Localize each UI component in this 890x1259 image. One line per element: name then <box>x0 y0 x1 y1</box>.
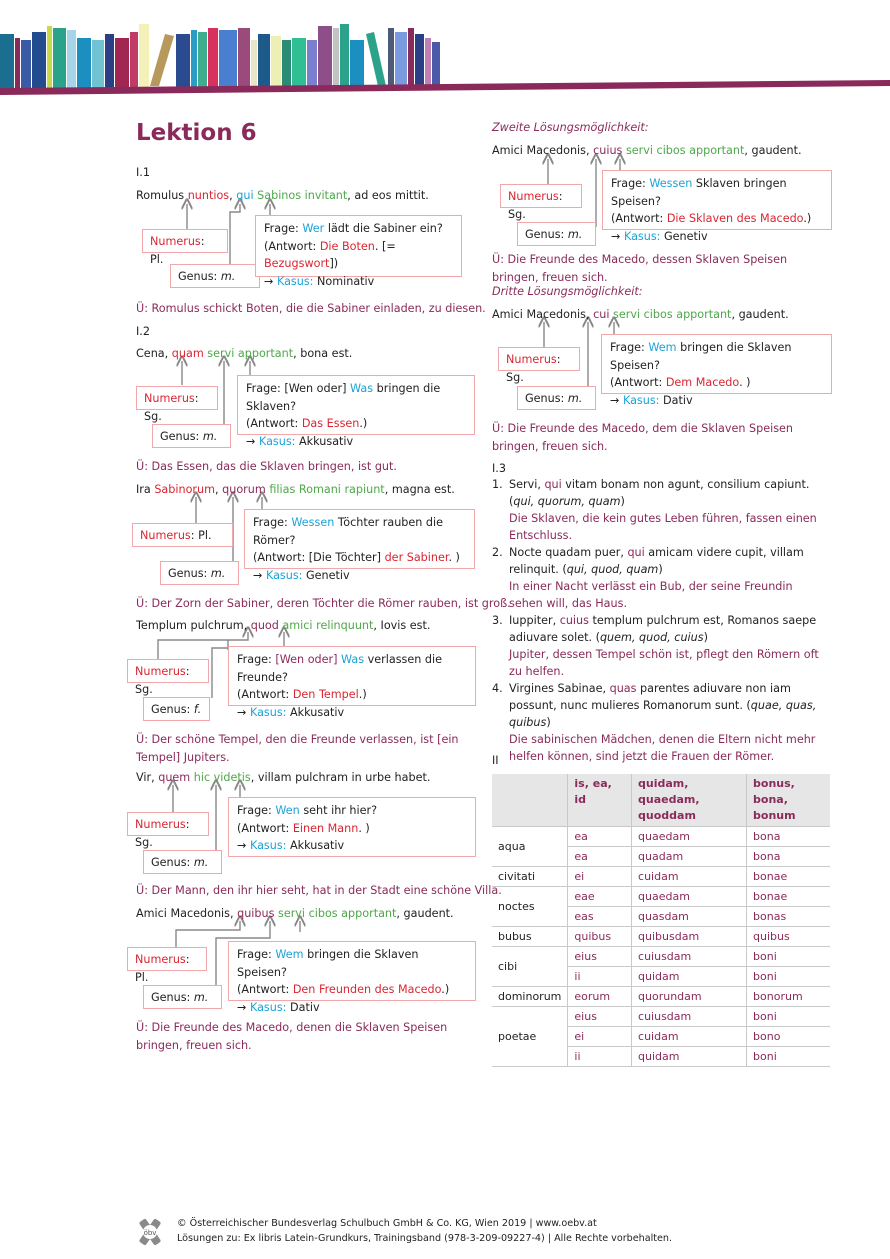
text: (Antwort: <box>237 688 293 701</box>
sentence-s21 <box>492 144 802 157</box>
text: Servi, <box>509 478 545 491</box>
frage-box <box>602 170 832 243</box>
arrow-symbol: → <box>237 1000 250 1014</box>
question-word: Wer <box>302 222 325 235</box>
table-row <box>492 987 830 1007</box>
question-word: Was <box>341 653 365 666</box>
text: Amici Macedonis, <box>492 144 594 157</box>
table-cell: ei <box>568 867 632 887</box>
question-word: Was <box>350 382 374 395</box>
text: , <box>215 483 223 496</box>
sentence-s13 <box>136 483 455 496</box>
text: .) <box>359 417 368 430</box>
relative-pronoun: cuius <box>559 614 589 627</box>
genus-key: Genus: <box>525 392 568 405</box>
genus-box <box>143 850 222 874</box>
declension-table <box>492 774 830 1067</box>
text: Vir, <box>136 771 159 784</box>
kasus-value: Dativ <box>659 393 693 407</box>
text: templum pulchrum est, Romanos saepe adiuvare solet. ( <box>509 614 817 644</box>
relative-clause: servi cibos apportant <box>625 144 745 157</box>
noun-cell: poetae <box>492 1007 568 1067</box>
table-cell: eius <box>568 947 632 967</box>
translation-s14: Ü: Der schöne Tempel, den die Freunde verlassen, ist [ein Tempel] Jupiters. <box>136 733 459 764</box>
kasus-label: Kasus: <box>265 568 303 582</box>
translation-s21: Ü: Die Freunde des Macedo, dessen Sklaven Speisen bringen, freuen sich. <box>492 253 788 284</box>
text: Nocte quadam puer, <box>509 546 628 559</box>
header-cell: bonus, bona, bonum <box>747 774 830 827</box>
kasus-value: Dativ <box>286 1000 320 1014</box>
antecedent: nuntios <box>187 189 230 202</box>
heading-zweite: Zweite Lösungsmöglichkeit: <box>492 121 649 134</box>
item-translation: Die Sklaven, die kein gutes Leben führen, fassen einen Entschluss. <box>509 512 817 542</box>
frage-box <box>228 646 476 719</box>
text: , Iovis est. <box>373 619 431 632</box>
relative-pronoun: cui <box>593 308 610 321</box>
table-cell: boni <box>747 967 830 987</box>
options: qui, quorum, quam <box>513 495 621 508</box>
text: Sklaven bringen Speisen? <box>611 177 787 208</box>
numerus-value: : Sg. <box>135 818 190 849</box>
frage-box <box>228 941 476 1014</box>
text: . ) <box>358 821 370 835</box>
numerus-box <box>142 229 228 266</box>
relative-pronoun: quibus <box>237 907 275 920</box>
text: Frage: <box>237 948 276 961</box>
translation-s13: Ü: Der Zorn der Sabiner, deren Töchter die Römer rauben, ist groß. <box>136 597 511 610</box>
table-cell: ei <box>568 1027 632 1047</box>
text: parentes adiuvare non iam possunt, nunc mulieres Romanorum sunt. ( <box>509 682 791 712</box>
answer: der Sabiner <box>384 551 449 564</box>
table-cell: quidam <box>632 1047 747 1067</box>
table-cell: ea <box>568 847 632 867</box>
numerus-box <box>500 184 582 221</box>
frage-box <box>255 215 462 288</box>
text: .) <box>358 688 367 701</box>
frage-box <box>244 509 475 582</box>
table-cell: quibusdam <box>632 927 747 947</box>
section-label-i1: I.1 <box>136 166 150 179</box>
genus-box <box>517 386 596 410</box>
kasus-value: Akkusativ <box>295 434 354 448</box>
translation-s16: Ü: Die Freunde des Macedo, denen die Sklaven Speisen bringen, freuen sich. <box>136 1021 448 1052</box>
translation-s15: Ü: Der Mann, den ihr hier seht, hat in der Stadt eine schöne Villa. <box>136 884 502 897</box>
table-body <box>492 774 830 1067</box>
item-number: 1. <box>492 478 503 491</box>
table-row <box>492 827 830 847</box>
relative-pronoun: quem <box>158 771 191 784</box>
table-cell: quadam <box>632 847 747 867</box>
antecedent: Sabinorum <box>154 483 216 496</box>
text: ]) <box>329 257 339 270</box>
table-cell: cuiusdam <box>632 947 747 967</box>
arrow-symbol: → <box>246 434 259 448</box>
frage-box <box>237 375 475 448</box>
header-cell: is, ea, id <box>568 774 632 827</box>
noun-cell: bubus <box>492 927 568 947</box>
kasus-value: Akkusativ <box>286 705 345 719</box>
text: , villam pulchram in urbe habet. <box>250 771 431 784</box>
text: . ) <box>448 551 460 564</box>
subject: servi <box>207 347 235 360</box>
table-row <box>492 867 830 887</box>
table-row <box>492 1007 830 1027</box>
kasus-label: Kasus: <box>622 393 660 407</box>
arrow-symbol: → <box>253 568 266 582</box>
relative-pronoun: quorum <box>222 483 266 496</box>
item-number: 2. <box>492 546 503 559</box>
kasus-label: Kasus: <box>276 274 314 288</box>
footer-copyright: © Österreichischer Bundesverlag Schulbuch GmbH & Co. KG, Wien 2019 | www.oebv.at <box>177 1218 597 1229</box>
table-cell: quibus <box>747 927 830 947</box>
text: (Antwort: <box>237 821 293 835</box>
text: , gaudent. <box>744 144 802 157</box>
arrow-symbol: → <box>237 705 250 719</box>
arrow-symbol: → <box>264 274 277 288</box>
text: lädt die Sabiner ein? <box>324 222 443 235</box>
numerus-value: : Sg. <box>508 190 563 221</box>
table-cell: ii <box>568 967 632 987</box>
text: , magna est. <box>384 483 455 496</box>
numerus-key: Numerus <box>150 235 201 248</box>
genus-box <box>517 222 596 246</box>
numerus-box <box>127 659 209 696</box>
genus-box <box>143 697 210 721</box>
relative-clause: servi cibos apportant <box>613 308 732 321</box>
answer: Bezugswort <box>264 257 330 270</box>
answer: Die Boten <box>319 239 375 253</box>
table-cell: bonae <box>747 867 830 887</box>
table-cell: quasdam <box>632 907 747 927</box>
text: ) <box>703 631 708 644</box>
numerus-box <box>127 947 207 984</box>
text: Frage: <box>264 222 303 235</box>
logo-text: öbv <box>143 1229 157 1237</box>
list-item <box>492 544 832 612</box>
relative-clause: servi cibos apportant <box>278 907 397 920</box>
sentence-s16 <box>136 907 454 920</box>
text: Romulus <box>136 189 188 202</box>
answer: Dem Macedo <box>665 376 740 389</box>
text: . [= <box>374 239 396 253</box>
kasus-label: Kasus: <box>258 434 296 448</box>
table-header-row <box>492 774 830 827</box>
kasus-value: Akkusativ <box>286 839 345 852</box>
text: Frage: <box>237 804 276 817</box>
sentence-s15 <box>136 771 430 784</box>
sentence-s11 <box>136 189 429 202</box>
table-cell: quaedam <box>632 887 747 907</box>
numerus-box <box>132 523 233 547</box>
kasus-value: Genetiv <box>660 229 708 243</box>
question-word: Wem <box>275 948 304 961</box>
relative-pronoun: qui <box>236 189 254 202</box>
arrow-symbol: → <box>611 229 624 243</box>
text: , gaudent. <box>396 907 454 920</box>
genus-value: m. <box>202 430 218 443</box>
table-cell: eas <box>568 907 632 927</box>
table-cell: cuidam <box>632 1027 747 1047</box>
text: (Antwort: <box>264 239 320 253</box>
numerus-box <box>127 812 209 849</box>
genus-key: Genus: <box>160 430 203 443</box>
genus-key: Genus: <box>151 703 194 716</box>
relative-clause: filias Romani rapiunt <box>269 483 385 496</box>
frage-box <box>228 797 476 857</box>
table-cell: bonae <box>747 887 830 907</box>
heading-dritte: Dritte Lösungsmöglichkeit: <box>492 285 643 298</box>
kasus-value: Nominativ <box>313 274 375 288</box>
answer: Den Tempel <box>292 688 359 701</box>
text: (Antwort: <box>237 983 293 996</box>
question-word: Wem <box>648 341 677 354</box>
genus-value: m. <box>567 392 583 405</box>
noun-cell: civitati <box>492 867 568 887</box>
table-cell: ea <box>568 827 632 847</box>
text: Templum pulchrum, <box>136 619 251 632</box>
numerus-key: Numerus <box>140 529 191 542</box>
relative-pronoun: qui <box>627 546 645 559</box>
relative-clause: Sabinos invitant <box>257 189 348 202</box>
table-row <box>492 947 830 967</box>
table-cell: quaedam <box>632 827 747 847</box>
list-item <box>492 476 832 544</box>
table-cell: boni <box>747 1007 830 1027</box>
text: vitam bonam non agunt, consilium capiunt. ( <box>509 478 810 508</box>
numerus-value: : Pl. <box>150 235 205 266</box>
text: bringen die Sklaven Speisen? <box>610 341 792 372</box>
table-row <box>492 927 830 947</box>
table-cell: cuidam <box>632 867 747 887</box>
relative-pronoun: quod <box>250 619 279 632</box>
text: (Antwort: <box>610 376 666 389</box>
text: seht ihr hier? <box>299 804 378 817</box>
text: [Wen oder] <box>275 653 342 666</box>
footer-source: Lösungen zu: Ex libris Latein-Grundkurs, Trainingsband (978-3-209-09227-4) | Alle Rechte vorbehalten. <box>177 1233 673 1244</box>
numerus-key: Numerus <box>144 392 195 405</box>
header-cell: quidam, quaedam, quoddam <box>632 774 747 827</box>
table-cell: bona <box>747 847 830 867</box>
page-title: Lektion 6 <box>136 120 257 146</box>
numerus-value: : Pl. <box>190 529 212 542</box>
translation-s12: Ü: Das Essen, das die Sklaven bringen, ist gut. <box>136 460 397 473</box>
genus-key: Genus: <box>151 991 194 1004</box>
frage-box <box>601 334 832 407</box>
sentence-s12 <box>136 347 352 360</box>
genus-value: m. <box>567 228 583 241</box>
noun-cell: cibi <box>492 947 568 987</box>
arrow-symbol: → <box>610 393 623 407</box>
table-cell: quorundam <box>632 987 747 1007</box>
numerus-value: : Sg. <box>135 665 190 696</box>
section-label-i2: I.2 <box>136 325 150 338</box>
options: quae, quas, quibus <box>509 699 817 729</box>
translation-s11: Ü: Romulus schickt Boten, die die Sabiner einladen, zu diesen. <box>136 302 486 315</box>
oebv-logo-icon <box>135 1217 165 1247</box>
text: (Antwort: [Die Töchter] <box>253 551 385 564</box>
numerus-key: Numerus <box>508 190 559 203</box>
text: Amici Macedonis, <box>492 308 594 321</box>
table-cell: bona <box>747 827 830 847</box>
table-cell: quibus <box>568 927 632 947</box>
numerus-key: Numerus <box>135 818 186 831</box>
text: Ira <box>136 483 155 496</box>
list-item <box>492 612 832 680</box>
text: bringen die Sklaven? <box>246 382 441 413</box>
text: Amici Macedonis, <box>136 907 238 920</box>
relative-pronoun: cuius <box>593 144 623 157</box>
genus-value: m. <box>193 856 209 869</box>
noun-cell: aqua <box>492 827 568 867</box>
table-cell: eius <box>568 1007 632 1027</box>
sentence-s14 <box>136 619 430 632</box>
text: (Antwort: <box>611 212 667 225</box>
table-cell: bono <box>747 1027 830 1047</box>
item-number: 4. <box>492 682 503 695</box>
text: ) <box>658 563 663 576</box>
options: qui, quod, quam <box>566 563 659 576</box>
item-translation: Jupiter, dessen Tempel schön ist, pflegt den Römern oft zu helfen. <box>509 648 819 678</box>
table-cell: bonas <box>747 907 830 927</box>
translation-s22: Ü: Die Freunde des Macedo, dem die Sklaven Speisen bringen, freuen sich. <box>492 422 794 453</box>
text: (Antwort: <box>246 417 302 430</box>
answer: Den Freunden des Macedo <box>292 983 442 996</box>
numerus-value: : Sg. <box>506 353 561 384</box>
text: .) <box>803 212 812 225</box>
table-cell: bonorum <box>747 987 830 1007</box>
genus-value: m. <box>220 270 236 283</box>
kasus-label: Kasus: <box>249 705 287 719</box>
text: Frage: <box>610 341 649 354</box>
text: , ad eos mittit. <box>347 189 429 202</box>
kasus-value: Genetiv <box>302 568 350 582</box>
text: Frage: [Wen oder] <box>246 382 351 395</box>
genus-key: Genus: <box>151 856 194 869</box>
question-word: Wen <box>275 804 300 817</box>
text: ) <box>546 716 551 729</box>
footer <box>135 1215 735 1249</box>
genus-key: Genus: <box>178 270 221 283</box>
item-translation: Die sabinischen Mädchen, denen die Eltern nicht mehr helfen können, sind jetzt die Frauen der Römer. <box>509 733 816 763</box>
genus-box <box>170 264 260 288</box>
answer: Einen Mann <box>292 821 359 835</box>
answer: Die Sklaven des Macedo <box>666 212 804 225</box>
genus-value: f. <box>193 703 202 716</box>
text: Töchter rauben die Römer? <box>253 516 444 547</box>
sentence-s22 <box>492 308 789 321</box>
header-cell <box>492 774 568 827</box>
item-number: 3. <box>492 614 503 627</box>
genus-box <box>152 424 231 448</box>
text: verlassen die Freunde? <box>237 653 442 684</box>
text: Frage: <box>253 516 292 529</box>
answer: Das Essen <box>301 417 360 430</box>
text: Cena, <box>136 347 172 360</box>
numerus-key: Numerus <box>135 953 186 966</box>
kasus-label: Kasus: <box>249 1000 287 1014</box>
numerus-box <box>498 347 580 384</box>
genus-box <box>143 985 222 1009</box>
options: quem, quod, cuius <box>599 631 704 644</box>
relative-pronoun: quas <box>609 682 637 695</box>
numerus-value: : Pl. <box>135 953 190 984</box>
genus-box <box>160 561 239 585</box>
text: bringen die Sklaven Speisen? <box>237 948 419 979</box>
genus-value: m. <box>193 991 209 1004</box>
text: , bona est. <box>293 347 353 360</box>
genus-value: m. <box>210 567 226 580</box>
genus-key: Genus: <box>168 567 211 580</box>
item-translation: In einer Nacht verlässt ein Bub, der seine Freundin sehen will, das Haus. <box>509 580 793 610</box>
table-cell: cuiusdam <box>632 1007 747 1027</box>
numerus-value: : Sg. <box>144 392 199 423</box>
text: , gaudent. <box>731 308 789 321</box>
relative-pronoun: qui <box>544 478 562 491</box>
text: Virgines Sabinae, <box>509 682 610 695</box>
genus-key: Genus: <box>525 228 568 241</box>
text: Frage: <box>611 177 650 190</box>
table-cell: quidam <box>632 967 747 987</box>
numerus-key: Numerus <box>506 353 557 366</box>
table-cell: eae <box>568 887 632 907</box>
relative-clause: hic videtis <box>193 771 251 784</box>
section-label-i3: I.3 <box>492 462 506 475</box>
text: . ) <box>739 376 751 389</box>
text: , <box>229 189 237 202</box>
noun-cell: noctes <box>492 887 568 927</box>
arrow-symbol: → <box>237 839 250 852</box>
section-label-ii: II <box>492 754 499 767</box>
relative-clause: amici relinquunt <box>282 619 374 632</box>
kasus-label: Kasus: <box>623 229 661 243</box>
numerus-key: Numerus <box>135 665 186 678</box>
question-word: Wessen <box>649 177 693 190</box>
noun-cell: dominorum <box>492 987 568 1007</box>
table-row <box>492 887 830 907</box>
text: Iuppiter, <box>509 614 560 627</box>
text: amicam videre cupit, villam relinquit. ( <box>509 546 804 576</box>
text: Frage: <box>237 653 276 666</box>
relative-pronoun: quam <box>171 347 204 360</box>
numerus-box <box>136 386 218 423</box>
text: .) <box>441 983 450 996</box>
table-cell: eorum <box>568 987 632 1007</box>
kasus-label: Kasus: <box>249 839 287 852</box>
text: ) <box>620 495 625 508</box>
question-word: Wessen <box>291 516 335 529</box>
table-cell: boni <box>747 947 830 967</box>
table-cell: ii <box>568 1047 632 1067</box>
predicate: apportant <box>237 347 294 360</box>
table-cell: boni <box>747 1047 830 1067</box>
